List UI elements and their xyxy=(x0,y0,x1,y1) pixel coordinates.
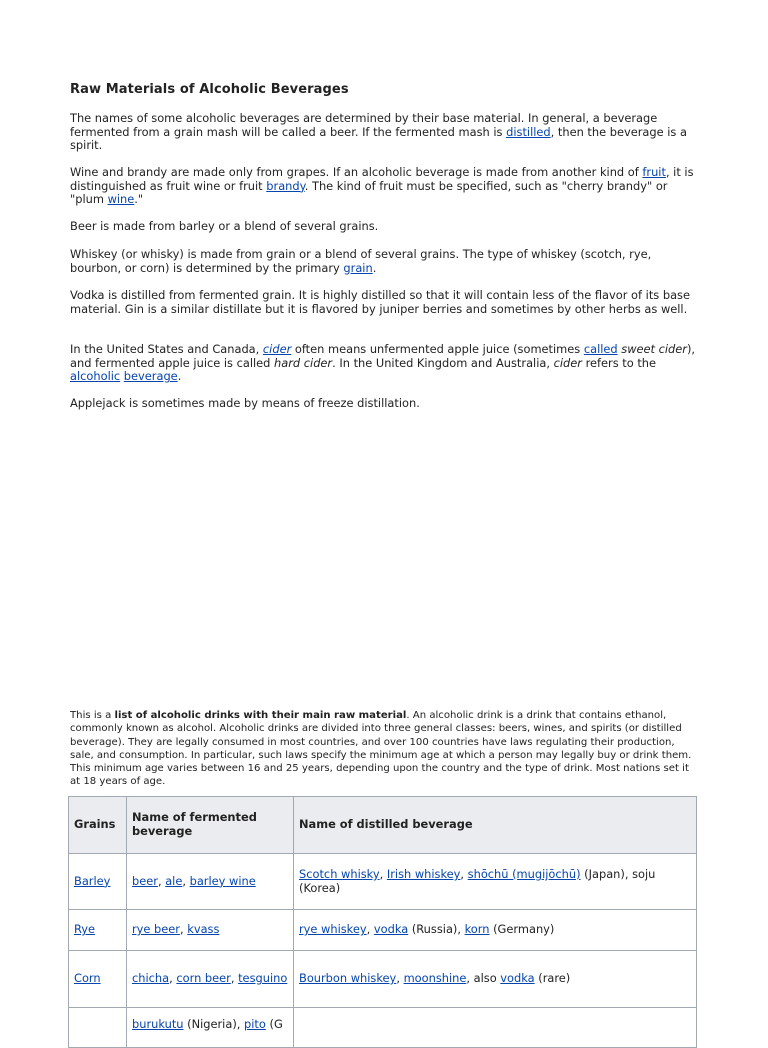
table-header-row xyxy=(69,797,697,854)
link-cider[interactable]: cider xyxy=(262,342,292,356)
text: Whiskey (or whisky) is made from grain or a blend of several grains. The type of whiskey (scotch, rye, bourbon, or corn) is determined by the primary xyxy=(70,247,652,275)
table-row xyxy=(69,951,697,1008)
header-fermented: Name of fermented beverage xyxy=(127,797,294,854)
link-korn[interactable]: korn xyxy=(464,922,490,937)
text: Wine and brandy are made only from grapes. If an alcoholic beverage is made from another kind of xyxy=(70,165,643,179)
link-alcoholic[interactable]: alcoholic xyxy=(70,369,121,384)
fermented-cell xyxy=(127,1008,294,1048)
link-grain[interactable]: grain xyxy=(343,260,373,275)
fermented-cell: chicha, corn beer, tesguino xyxy=(127,951,294,1008)
link-distilled[interactable]: distilled xyxy=(506,124,551,139)
text: often means unfermented apple juice (sometimes xyxy=(291,342,584,356)
text: ." xyxy=(134,192,144,207)
paragraph-wine-brandy xyxy=(70,166,698,207)
italic-text: sweet cider xyxy=(621,342,687,356)
grain-cell xyxy=(69,910,127,951)
link-corn[interactable]: Corn xyxy=(74,971,101,986)
text: (Russia), xyxy=(408,922,465,937)
link-tesguino[interactable]: tesguino xyxy=(238,971,288,986)
link-ale[interactable]: ale xyxy=(165,873,183,888)
link-corn-beer[interactable]: corn beer xyxy=(176,971,231,986)
header-distilled: Name of distilled beverage xyxy=(294,797,697,854)
text: This is a xyxy=(70,710,115,721)
link-scotch-whisky[interactable]: Scotch whisky xyxy=(299,866,380,881)
link-vodka-corn[interactable]: vodka xyxy=(500,971,535,986)
link-shochu[interactable]: shōchū (mugijōchū) xyxy=(467,866,581,881)
grain-cell xyxy=(69,854,127,910)
paragraph-naming xyxy=(70,112,698,153)
bold-text: list of alcoholic drinks with their main raw material xyxy=(114,710,407,721)
text: (rare) xyxy=(534,971,571,986)
link-kvass[interactable]: kvass xyxy=(187,922,220,937)
link-burukutu[interactable]: burukutu xyxy=(132,1017,184,1031)
distilled-cell xyxy=(294,1008,697,1048)
table-row xyxy=(69,910,697,951)
link-rye[interactable]: Rye xyxy=(74,922,96,937)
text: (Germany) xyxy=(489,922,555,937)
italic-text: hard cider xyxy=(274,355,333,370)
table-row xyxy=(69,1008,697,1048)
link-beverage[interactable]: beverage xyxy=(123,369,178,384)
text: . xyxy=(372,260,377,275)
paragraph-vodka: Vodka is distilled from fermented grain. It is highly distilled so that it will contain less of the flavor of its base material. Gin is a similar distillate but it is flavored by juniper berries and sometimes by other herbs as well. xyxy=(70,288,690,316)
link-beer[interactable]: beer xyxy=(132,873,158,888)
link-wine[interactable]: wine xyxy=(107,192,135,207)
grain-cell xyxy=(69,1008,127,1048)
link-brandy[interactable]: brandy xyxy=(266,178,305,193)
text: , then the beverage is a spirit. xyxy=(70,124,687,153)
text: ), and fermented apple juice is called xyxy=(70,342,696,370)
distilled-cell: Bourbon whiskey, moonshine, also vodka (rare) xyxy=(294,951,697,1008)
link-irish-whiskey[interactable]: Irish whiskey xyxy=(386,866,461,881)
link-barley-wine[interactable]: barley wine xyxy=(189,873,256,888)
link-barley[interactable]: Barley xyxy=(74,873,111,888)
text: (G xyxy=(265,1017,283,1031)
text: In the United States and Canada, xyxy=(70,342,263,356)
text: . The kind of fruit must be specified, such as "cherry brandy" or "plum xyxy=(70,178,668,207)
text: . xyxy=(177,369,182,384)
text: . In the United Kingdom and Australia, xyxy=(332,355,554,370)
paragraph-cider xyxy=(70,343,698,384)
header-grains: Grains xyxy=(69,797,127,854)
link-rye-whiskey[interactable]: rye whiskey xyxy=(299,922,367,937)
fermented-cell: rye beer, kvass xyxy=(127,910,294,951)
text: The names of some alcoholic beverages are determined by their base material. In general, a beverage fermented from a grain mash will be called a beer. If the fermented mash is xyxy=(70,111,658,139)
table-row xyxy=(69,854,697,910)
link-chicha[interactable]: chicha xyxy=(132,971,170,986)
link-rye-beer[interactable]: rye beer xyxy=(132,922,180,937)
link-vodka[interactable]: vodka xyxy=(373,922,409,937)
fermented-cell: beer, ale, barley wine xyxy=(127,854,294,910)
paragraph-beer: Beer is made from barley or a blend of several grains. xyxy=(70,219,379,233)
paragraph-applejack: Applejack is sometimes made by means of freeze distillation. xyxy=(70,396,420,410)
link-called[interactable]: called xyxy=(583,342,618,356)
text: refers to the xyxy=(581,355,657,370)
text: , it is distinguished as fruit wine or fruit xyxy=(70,165,694,193)
link-pito[interactable]: pito xyxy=(244,1017,266,1031)
link-fruit[interactable]: fruit xyxy=(642,165,666,179)
text: (Japan), soju (Korea) xyxy=(299,866,656,895)
link-bourbon-whiskey[interactable]: Bourbon whiskey xyxy=(299,971,397,986)
italic-text: cider xyxy=(553,355,582,370)
text: . An alcoholic drink is a drink that contains ethanol, commonly known as alcohol. Alcoholic drinks are divided into three general classes: beers, wines, and spirits (or distilled beverage). They are legally consumed in most countries, and over 100 countries have laws regulating their production, sale, and consumption. In particular, such laws specify the minimum age at which a person may legally buy or drink them. This minimum age varies between 16 and 25 years, depending upon the country and the type of drink. Most nations set it at 18 years of age. xyxy=(70,710,692,788)
text: , also xyxy=(466,971,501,986)
grain-cell xyxy=(69,951,127,1008)
text: (Nigeria), xyxy=(183,1017,245,1031)
page-title: Raw Materials of Alcoholic Beverages xyxy=(70,82,349,97)
paragraph-whiskey xyxy=(70,248,698,275)
distilled-cell: Scotch whisky, Irish whiskey, shōchū (mugijōchū) (Japan), soju (Korea) xyxy=(294,854,697,910)
list-intro xyxy=(70,709,700,789)
distilled-cell: rye whiskey, vodka (Russia), korn (Germany) xyxy=(294,910,697,951)
raw-materials-table xyxy=(68,796,697,1048)
link-moonshine[interactable]: moonshine xyxy=(403,971,467,986)
